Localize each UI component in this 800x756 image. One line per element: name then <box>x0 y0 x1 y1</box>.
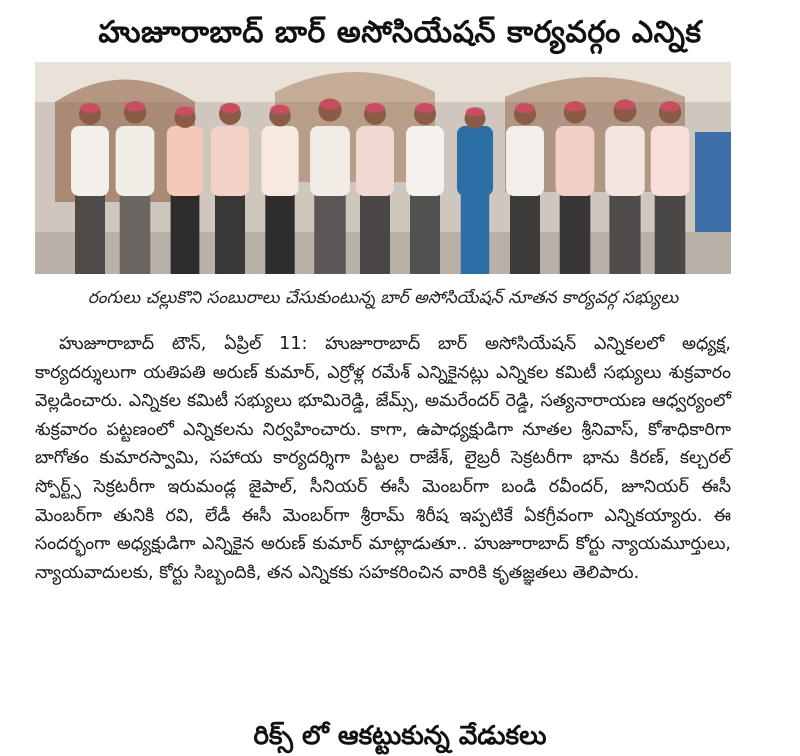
person-trousers <box>510 194 540 274</box>
colour-powder <box>415 103 435 113</box>
person-shirt <box>167 126 203 196</box>
person-figure <box>457 107 493 274</box>
person-trousers <box>75 194 105 274</box>
blue-object <box>695 132 731 232</box>
colour-powder <box>80 103 100 113</box>
person-trousers <box>120 194 151 274</box>
colour-powder <box>565 101 585 111</box>
person-figure <box>167 106 203 274</box>
colour-powder <box>125 101 145 111</box>
colour-powder <box>515 103 535 113</box>
person-shirt <box>556 126 595 196</box>
colour-powder <box>365 103 385 113</box>
colour-powder <box>220 103 240 113</box>
news-photo <box>35 62 731 274</box>
person-shirt <box>651 126 690 196</box>
person-figure <box>556 101 595 274</box>
person-shirt <box>605 126 645 196</box>
colour-powder <box>615 100 636 110</box>
person-shirt <box>457 126 493 196</box>
person-figure <box>356 103 394 274</box>
person-trousers <box>560 194 591 274</box>
person-trousers <box>410 194 440 274</box>
person-figure <box>71 103 109 274</box>
person-trousers <box>655 194 686 274</box>
person-shirt <box>261 126 298 196</box>
colour-powder <box>175 106 194 116</box>
person-trousers <box>265 194 294 274</box>
person-trousers <box>171 194 200 274</box>
photo-caption: రంగులు చల్లుకొని సంబురాలు చేసుకుంటున్న బార్ అసోసియేషన్ నూతన కార్యవర్గ సభ్యులు <box>87 288 679 308</box>
person-shirt <box>310 126 350 196</box>
person-figure <box>406 103 444 274</box>
person-trousers <box>360 194 390 274</box>
article-body <box>35 330 731 587</box>
next-article-headline: రిక్స్ లో ఆకట్టుకున్న వేడుకలు <box>253 721 547 751</box>
person-figure <box>211 103 249 274</box>
colour-powder <box>466 107 485 117</box>
person-trousers <box>609 194 640 274</box>
person-shirt <box>356 126 394 196</box>
person-figure <box>116 101 155 274</box>
person-shirt <box>116 126 155 196</box>
colour-powder <box>660 101 680 111</box>
person-trousers <box>461 194 490 274</box>
person-figure <box>261 105 298 274</box>
person-figure <box>651 101 690 274</box>
person-trousers <box>215 194 245 274</box>
person-trousers <box>314 194 346 274</box>
article-paragraph: హుజూరాబాద్ టౌన్, ఏప్రిల్ 11: హుజూరాబాద్ బార్ అసోసియేషన్ ఎన్నికలలో అధ్యక్ష, కార్యదర్శులుగా యతిపతి అరుణ్ కుమార్, ఎర్రోళ్ల రమేశ్ ఎన్నికైనట్లు ఎన్నికల కమిటీ సభ్యులు శుక్రవారం వెల్లడించారు. ఎన్నికల కమిటీ సభ్యులు భూమిరెడ్డి, జేమ్స్, అమరేందర్ రెడ్డి, సత్యనారాయణ ఆధ్వర్యంలో శుక్రవారం పట్టణంలో ఎన్నికలను నిర్వహించారు. కాగా, ఉపాధ్యక్షుడిగా నూతల శ్రీనివాస్, కోశాధికారిగా బాగోతం కుమారస్వామి, సహాయ కార్యదర్శిగా పిట్టల రాజేశ్, లైబ్రరీ సెక్రటరీగా భాను కిరణ్, కల్చరల్ స్పోర్ట్స్ సెక్రటరీగా ఇరుమండ్ల జైపాల్, సీనియర్ ఈసీ మెంబర్‌గా బండి రవీందర్, జూనియర్ ఈసీ మెంబర్‌గా తునికి రవి, లేడీ ఈసీ మెంబర్‌గా శ్రీరామ్ శిరీష ఇప్పటికే ఏకగ్రీవంగా ఎన్నికయ్యారు. ఈ సందర్భంగా అధ్యక్షుడిగా ఎన్నికైన అరుణ్ కుమార్ మాట్లాడుతూ.. హుజూరాబాద్ కోర్టు న్యాయమూర్తులు, న్యాయవాదులకు, కోర్టు సిబ్బందికి, తన ఎన్నికకు సహకరించిన వారికి కృతజ్ఞతలు తెలిపారు. <box>35 334 731 583</box>
colour-powder <box>320 99 341 110</box>
person-shirt <box>211 126 249 196</box>
person-shirt <box>406 126 444 196</box>
person-shirt <box>71 126 109 196</box>
article-headline: హుజూరాబాద్ బార్ అసోసియేషన్ కార్యవర్గం ఎన్నిక <box>98 15 702 50</box>
person-figure <box>506 103 544 274</box>
group-photo-illustration <box>35 62 731 274</box>
person-shirt <box>506 126 544 196</box>
colour-powder <box>270 105 290 115</box>
